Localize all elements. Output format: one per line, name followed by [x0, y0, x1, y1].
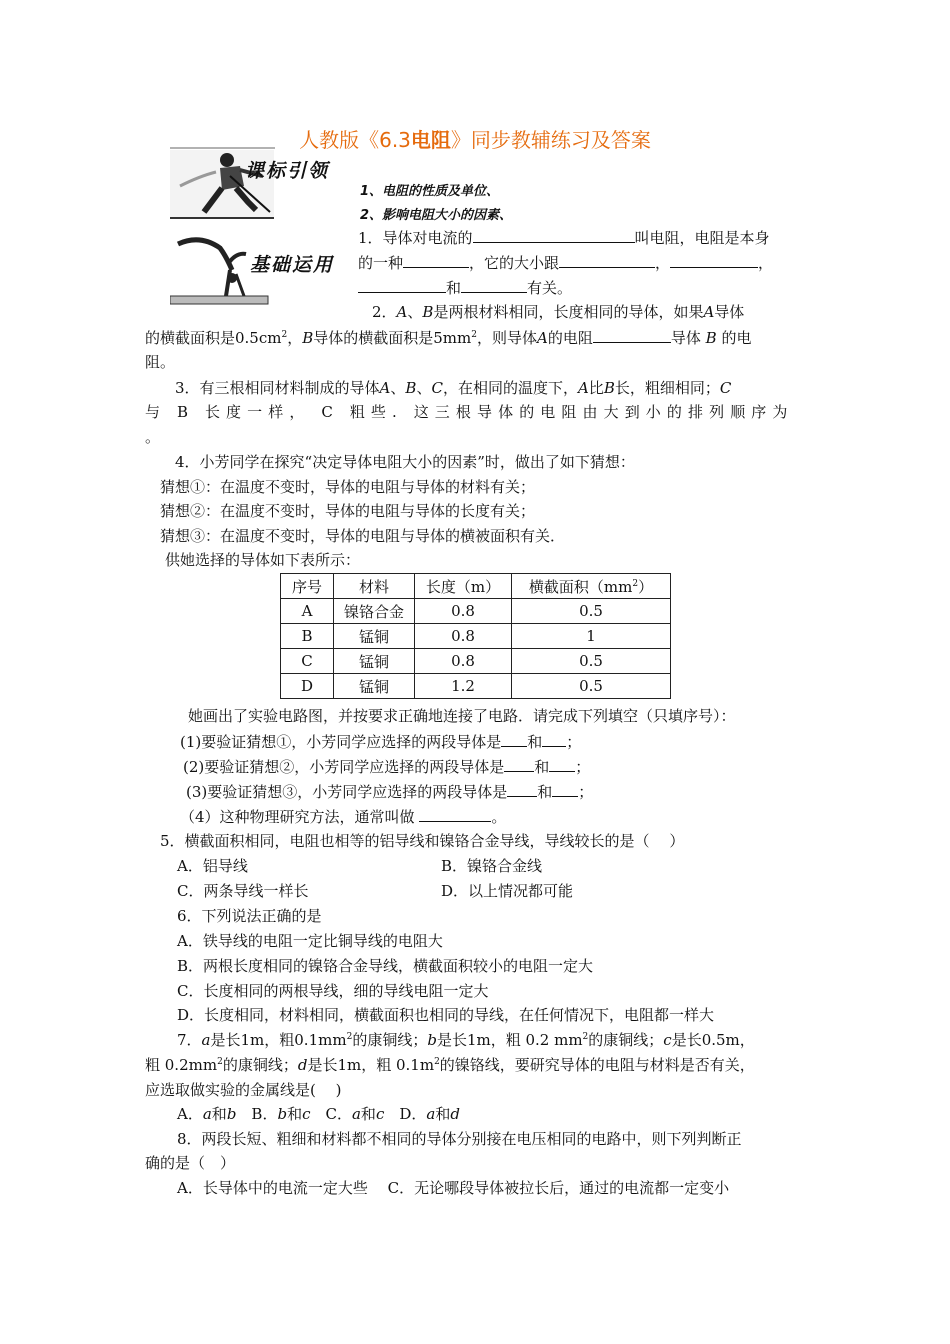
table-cell: 1: [512, 624, 671, 649]
table-cell: 锰铜: [334, 649, 415, 674]
table-cell: A: [281, 599, 334, 624]
q6-option-d: D．长度相同，材料相同，横截面积也相同的导线，在任何情况下，电阻都一样大: [177, 1006, 715, 1024]
q6-stem: 6．下列说法正确的是: [177, 907, 322, 925]
q3-line1: 3．有三根相同材料制成的导体A、B、C，在相同的温度下，A比B长，粗细相同；C: [175, 379, 732, 397]
page-title: 人教版《6.3电阻》同步教辅练习及答案: [299, 128, 651, 152]
table-header-row: [281, 574, 671, 599]
q5-option-b: B．镍铬合金线: [441, 857, 543, 875]
q4-sub4: （4）这种物理研究方法，通常叫做 。: [180, 808, 507, 826]
q2-line3: 阻。: [145, 353, 176, 371]
table-cell: C: [281, 649, 334, 674]
q4-sub1: (1)要验证猜想①，小芳同学应选择的两段导体是 和 ；: [180, 733, 582, 751]
q3-line3: 。: [145, 428, 161, 446]
table-row: [281, 649, 671, 674]
table-cell: 0.8: [415, 624, 512, 649]
curriculum-point-2: 2、影响电阻大小的因素、: [360, 208, 513, 223]
q4-guess1: 猜想①：在温度不变时，导体的电阻与导体的材料有关；: [160, 478, 536, 496]
q8-line1: 8．两段长短、粗细和材料都不相同的导体分别接在电压相同的电路中，则下列判断正: [177, 1130, 742, 1148]
q1-line1: 1．导体对电流的 叫电阻，电阻是本身: [358, 229, 770, 247]
q5-stem: 5．横截面积相同，电阻也相等的铝导线和镍铬合金导线，导线较长的是（ ）: [160, 832, 685, 850]
section-heading-basics: 基础运用: [250, 254, 335, 276]
q7-line1: 7．a是长1m，粗$0.1mm^2$的康铜线；b是长1m，粗 0.2 $mm^2$的康铜线；c是长0.5m，: [177, 1031, 755, 1049]
q3-line2: 与 B 长度一样， C 粗些. 这三根导体的电阻由大到小的排列顺序为: [145, 403, 794, 421]
table-header-cell: 横截面积$(mm^2)$: [512, 574, 671, 599]
table-cell: 0.8: [415, 599, 512, 624]
q7-line2: 粗 $0.2mm^2$的康铜线；d是长1m，粗 $0.1m^2$的镍铬线，要研究导体的电阻与材料是否有关，: [145, 1056, 755, 1074]
q4-sub3: (3)要验证猜想③，小芳同学应选择的两段导体是 和 ；: [186, 783, 594, 801]
table-row: [281, 674, 671, 699]
table-row: [281, 599, 671, 624]
q8-options: A．长导体中的电流一定大些 C．无论哪段导体被拉长后，通过的电流都一定变小: [177, 1179, 730, 1197]
q5-option-d: D．以上情况都可能: [441, 882, 574, 900]
q4-intro: 4．小芳同学在探究“决定导体电阻大小的因素”时，做出了如下猜想：: [175, 453, 635, 471]
q7-line3: 应选取做实验的金属线是( ): [145, 1081, 342, 1099]
q6-option-c: C．长度相同的两根导线，细的导线电阻一定大: [177, 982, 489, 1000]
table-header-cell: 材料: [334, 574, 415, 599]
table-cell: B: [281, 624, 334, 649]
q4-table-caption: 供她选择的导体如下表所示：: [165, 551, 361, 569]
section-heading-curriculum: 课标引领: [245, 160, 330, 182]
table-header-cell: 长度（m）: [415, 574, 512, 599]
table-cell: D: [281, 674, 334, 699]
table-cell: 0.5: [512, 674, 671, 699]
q1-line2: 的一种 ，它的大小跟 ， ，: [358, 254, 774, 272]
table-cell: 镍铬合金: [334, 599, 415, 624]
table-cell: 0.5: [512, 599, 671, 624]
q2-line2: 的横截面积是$0.5cm^2$，B导体的横截面积是$5mm^2$，则导体A的电阻 导体 B 的电: [145, 329, 752, 347]
q1-line3: 和 有关。: [358, 277, 572, 298]
conductor-table: [280, 573, 671, 699]
table-cell: 0.5: [512, 649, 671, 674]
q6-option-b: B．两根长度相同的镍铬合金导线，横截面积较小的电阻一定大: [177, 957, 594, 975]
table-header-cell: 序号: [281, 574, 334, 599]
table-row: [281, 624, 671, 649]
q5-option-c: C．两条导线一样长: [177, 882, 309, 900]
q7-options: A．a和b B．b和c C．a和c D．a和d: [177, 1105, 460, 1123]
table-cell: 锰铜: [334, 624, 415, 649]
q2-line1: 2．A、B是两根材料相同，长度相同的导体，如果A导体: [372, 303, 745, 321]
table-cell: 1.2: [415, 674, 512, 699]
q6-option-a: A．铁导线的电阻一定比铜导线的电阻大: [177, 932, 443, 950]
table-cell: 锰铜: [334, 674, 415, 699]
curriculum-point-1: 1、电阻的性质及单位、: [360, 184, 500, 199]
q8-line2: 确的是（ ）: [145, 1154, 236, 1172]
q4-sub2: (2)要验证猜想②，小芳同学应选择的两段导体是 和 ；: [183, 758, 591, 776]
q4-guess3: 猜想③：在温度不变时，导体的电阻与导体的横被面积有关．: [160, 527, 566, 545]
q5-option-a: A．铝导线: [177, 857, 248, 875]
q4-guess2: 猜想②：在温度不变时，导体的电阻与导体的长度有关；: [160, 502, 536, 520]
table-cell: 0.8: [415, 649, 512, 674]
q4-instruction: 她画出了实验电路图，并按要求正确地连接了电路．请完成下列填空（只填序号）：: [188, 707, 736, 725]
